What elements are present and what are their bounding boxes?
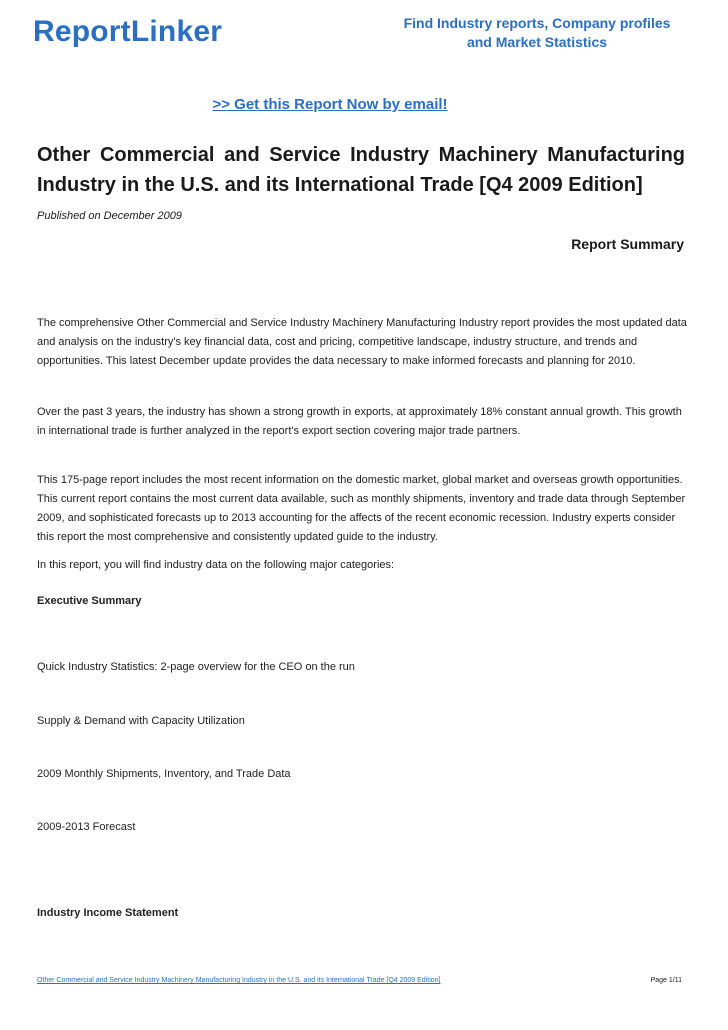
- get-report-email-link[interactable]: >> Get this Report Now by email!: [212, 96, 448, 113]
- footer-report-link[interactable]: Other Commercial and Service Industry Machinery Manufacturing Industry in the U.S. and its International Trade [Q4 2009 Edition]: [37, 977, 441, 984]
- reportlinker-logo[interactable]: ReportLinker: [33, 15, 223, 48]
- page-number: Page 1/11: [650, 977, 682, 984]
- summary-paragraph-2: Over the past 3 years, the industry has shown a strong growth in exports, at approximately 18% constant annual growth. This growth in international trade is further analyzed in the report's export section covering major trade partners.: [37, 406, 682, 437]
- category-quick-stats: Quick Industry Statistics: 2-page overview for the CEO on the run: [37, 661, 355, 673]
- published-date: Published on December 2009: [37, 210, 182, 222]
- category-monthly-data: 2009 Monthly Shipments, Inventory, and Trade Data: [37, 768, 291, 780]
- category-executive-summary: Executive Summary: [37, 595, 142, 607]
- category-forecast: 2009-2013 Forecast: [37, 821, 136, 833]
- categories-intro: In this report, you will find industry data on the following major categories:: [37, 559, 395, 571]
- summary-paragraph-3: This 175-page report includes the most recent information on the domestic market, global market and overseas growth opportunities. This current report contains the most current data available, such as monthly shipments, inventory and trade data through September 2009, and sophisticated forecasts up to 2013 accounting for the affects of the recent economic recession. Industry experts consider this report the most comprehensive and consistently updated guide to the industry.: [37, 474, 686, 543]
- tagline-line-1: Find Industry reports, Company profiles: [403, 15, 671, 31]
- summary-paragraph-1: The comprehensive Other Commercial and Service Industry Machinery Manufacturing Industry report provides the most updated data and analysis on the industry's key financial data, cost and pricing, competitive landscape, industry structure, and trends and opportunities. This latest December update provides the data necessary to make informed forecasts and planning for 2010.: [37, 317, 687, 367]
- category-supply-demand: Supply & Demand with Capacity Utilization: [37, 715, 245, 727]
- category-income-statement: Industry Income Statement: [37, 907, 179, 919]
- tagline-line-2: and Market Statistics: [466, 34, 608, 50]
- header-tagline: [382, 14, 692, 52]
- report-title: Other Commercial and Service Industry Machinery Manufacturing Industry in the U.S. and its International Trade [Q4 2009 Edition]: [37, 144, 685, 196]
- report-summary-heading: Report Summary: [571, 236, 684, 252]
